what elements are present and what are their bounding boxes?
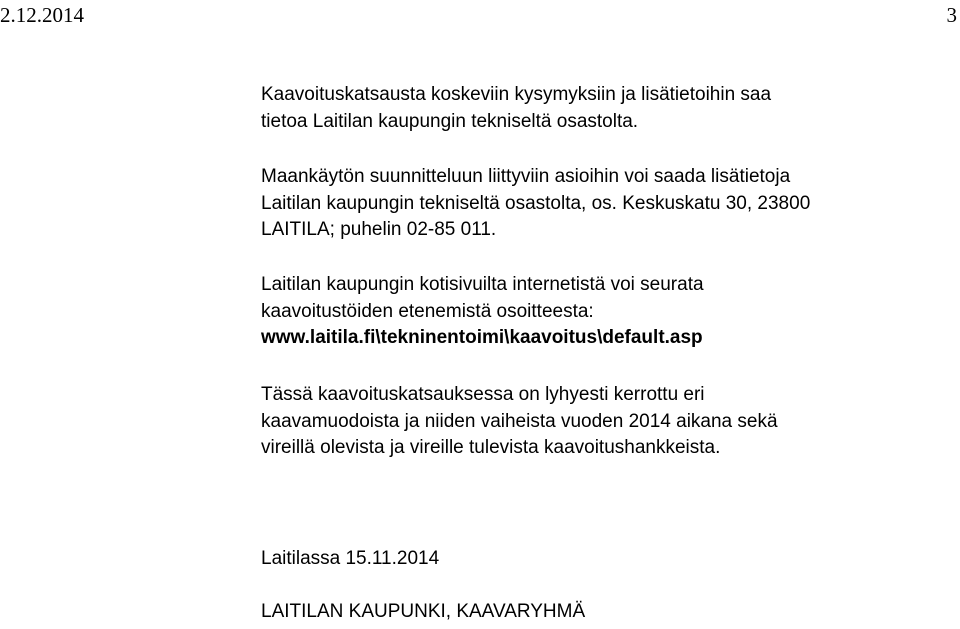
paragraph-line: Kaavoituskatsausta koskeviin kysymyksiin ja lisätietoihin saa — [261, 84, 772, 105]
paragraph-line: Laitilan kaupungin tekniseltä osastolta, os. Keskuskatu 30, 23800 — [261, 192, 811, 214]
paragraph-line: Tässä kaavoituskatsauksessa on lyhyesti kerrottu eri — [261, 384, 705, 405]
paragraph-summary — [261, 382, 951, 462]
paragraph-line: tietoa Laitilan kaupungin tekniseltä osastolta. — [261, 110, 639, 132]
website-url: www.laitila.fi\tekninentoimi\kaavoitus\default.asp — [261, 327, 703, 349]
paragraph-contact-info — [261, 164, 951, 244]
paragraph-inquiries — [261, 82, 951, 135]
paragraph-line: kaavoitustöiden etenemistä osoitteesta: — [261, 300, 594, 322]
paragraph-line: Laitilan kaupungin kotisivuilta internetistä voi seurata — [261, 274, 704, 295]
paragraph-website — [261, 272, 951, 352]
paragraph-line: LAITILA; puhelin 02-85 011. — [261, 219, 497, 241]
paragraph-line: kaavamuodoista ja niiden vaiheista vuoden 2014 aikana sekä — [261, 410, 778, 432]
signature-line: LAITILAN KAUPUNKI, KAAVARYHMÄ — [261, 601, 586, 622]
paragraph-line: vireillä olevista ja vireille tulevista kaavoitushankkeista. — [261, 437, 721, 459]
page-header-date: 2.12.2014 — [0, 3, 84, 27]
page-number: 3 — [946, 3, 957, 27]
place-and-date: Laitilassa 15.11.2014 — [261, 548, 440, 569]
paragraph-line: Maankäytön suunnitteluun liittyviin asioihin voi saada lisätietoja — [261, 166, 791, 187]
